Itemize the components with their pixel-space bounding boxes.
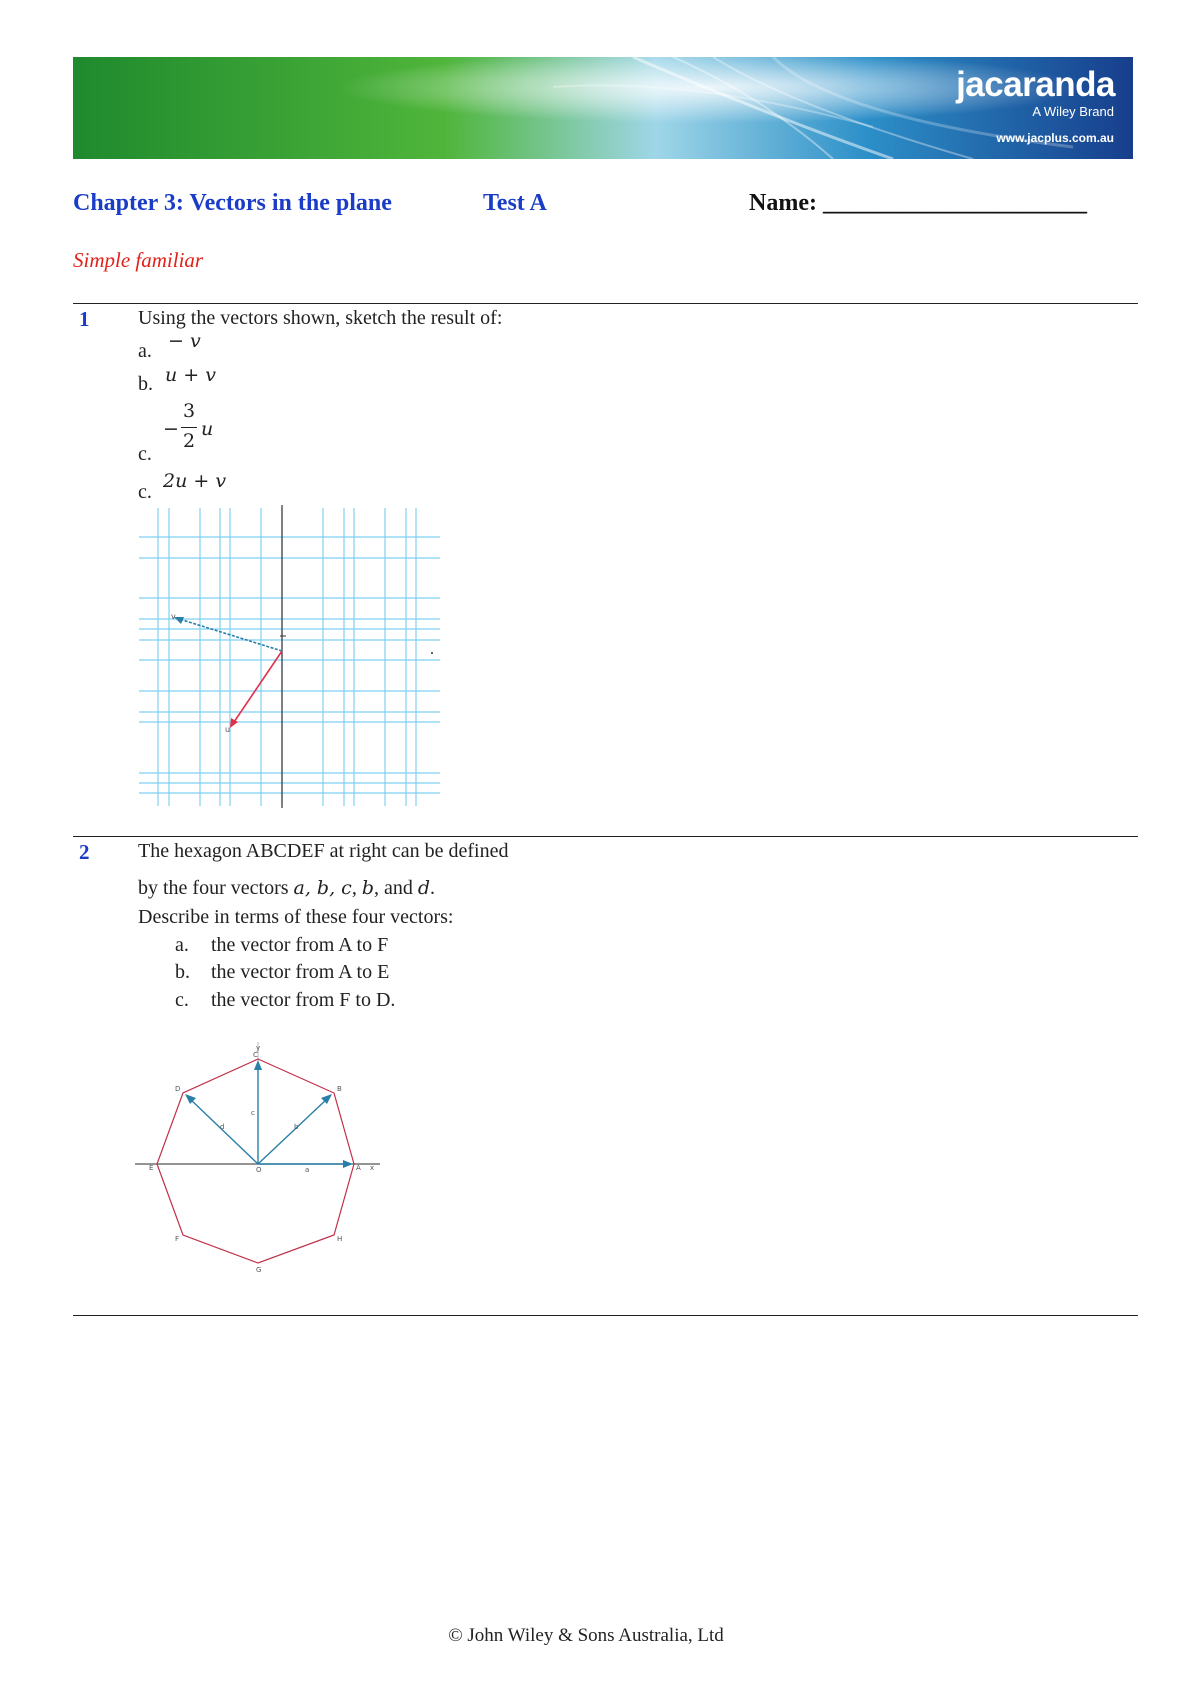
label-O: O: [256, 1166, 262, 1174]
label-x: x: [370, 1164, 375, 1172]
vector-c-arrowhead: [254, 1060, 262, 1070]
part-label: b.: [138, 373, 153, 395]
question-number: 2: [79, 840, 90, 864]
logo-tagline: A Wiley Brand: [1032, 104, 1114, 119]
label-B: B: [337, 1085, 342, 1093]
test-label: Test A: [483, 190, 547, 216]
header-banner: [73, 57, 1133, 159]
jacaranda-logo: jacaranda: [956, 65, 1115, 104]
part-label: c.: [138, 481, 152, 503]
label-H: H: [337, 1235, 343, 1243]
divider: [73, 1315, 1138, 1316]
grid-lines: [139, 508, 440, 806]
part-expression: 2u + v: [163, 470, 227, 492]
divider: [73, 303, 1138, 304]
question-text: The hexagon ABCDEF at right can be defined: [138, 840, 509, 862]
question-text: Describe in terms of these four vectors:: [138, 906, 454, 928]
label-d: d: [220, 1123, 225, 1131]
vector-u-arrowhead: [230, 718, 238, 728]
vector-d: d: [417, 877, 431, 899]
part-label: a.: [175, 934, 189, 956]
vector-a-arrowhead: [343, 1160, 353, 1168]
vector-v-line: [176, 618, 282, 651]
part-text: the vector from A to F: [211, 934, 389, 956]
label-a: a: [305, 1166, 310, 1174]
part-label: c.: [138, 443, 152, 465]
question-text: by the four vectors a, b, c, b, and d.: [138, 877, 436, 899]
vector-v-label: v: [171, 612, 176, 621]
vector-d-line: [189, 1098, 258, 1164]
fraction-bar: [181, 427, 197, 428]
x-axis-marker: [431, 652, 433, 654]
fraction-vector: u: [201, 418, 214, 440]
label-D: D: [175, 1085, 181, 1093]
question-prompt: Using the vectors shown, sketch the result of:: [138, 307, 503, 329]
divider: [73, 836, 1138, 837]
logo-url: www.jacplus.com.au: [996, 131, 1114, 145]
label-G: G: [256, 1266, 262, 1274]
label-c: c: [251, 1109, 255, 1117]
vector-intro: by the four vectors: [138, 877, 289, 899]
question-number: 1: [79, 307, 90, 331]
label-E: E: [149, 1164, 154, 1172]
fraction-sign: −: [163, 418, 179, 440]
octagon-figure: [135, 1030, 385, 1275]
vector-u-line: [232, 651, 282, 725]
label-y: y: [256, 1044, 261, 1052]
name-field[interactable]: Name: ______________________: [749, 190, 1087, 216]
label-F: F: [175, 1235, 180, 1243]
part-label: a.: [138, 340, 152, 362]
vector-grid-graph: [138, 503, 448, 808]
section-label: Simple familiar: [73, 248, 204, 272]
part-text: the vector from A to E: [211, 961, 390, 983]
vector-b: b: [361, 877, 374, 899]
label-C: C: [253, 1051, 258, 1059]
fraction-denominator: 2: [183, 430, 196, 452]
vector-list: a, b, c: [293, 877, 352, 899]
chapter-title: Chapter 3: Vectors in the plane: [73, 190, 392, 216]
part-text: the vector from F to D.: [211, 989, 396, 1011]
fraction-numerator: 3: [183, 400, 196, 422]
label-b: b: [294, 1123, 299, 1131]
vector-u-label: u: [225, 725, 231, 734]
vector-b-line: [258, 1098, 328, 1164]
copyright-footer: © John Wiley & Sons Australia, Ltd: [448, 1625, 724, 1646]
and-word: and: [383, 877, 413, 899]
part-label: b.: [175, 961, 190, 983]
part-expression: u + v: [165, 364, 216, 386]
label-A: A: [356, 1164, 361, 1172]
part-label: c.: [175, 989, 189, 1011]
part-expression: − v: [168, 330, 201, 352]
